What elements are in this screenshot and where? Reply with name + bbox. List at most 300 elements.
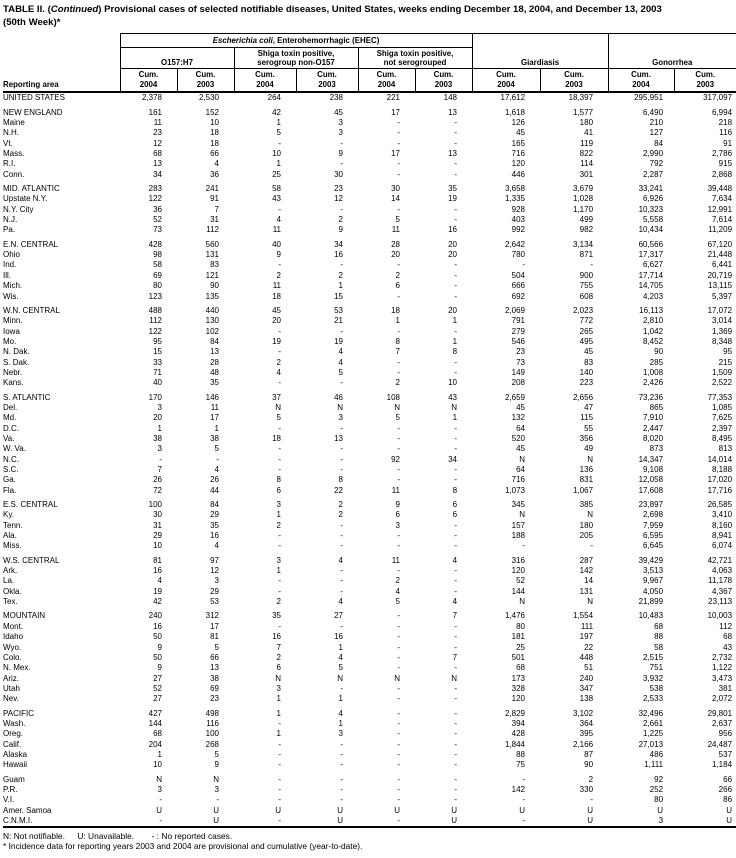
- value-cell: 13: [153, 159, 162, 169]
- table-row: [3, 270, 736, 280]
- value-cell: 440: [205, 305, 219, 315]
- reporting-area-cell: C.N.M.I.: [3, 815, 33, 825]
- value-cell: 4: [338, 555, 343, 565]
- value-cell: 7: [452, 611, 458, 621]
- value-cell: 14,705: [638, 281, 664, 291]
- value-cell: 8: [452, 485, 458, 495]
- value-cell: 16: [334, 632, 343, 642]
- value-cell: 14,347: [638, 454, 664, 464]
- value-cell: 2: [276, 357, 281, 367]
- value-cell: 4: [214, 541, 219, 551]
- value-cell: 36: [153, 204, 162, 214]
- reporting-area-cell: Ala.: [3, 531, 17, 541]
- value-cell: 180: [579, 118, 594, 127]
- value-cell: 5: [276, 413, 281, 423]
- value-cell: 1: [157, 749, 162, 759]
- value-cell: 3: [338, 413, 343, 423]
- value-cell: 83: [210, 260, 219, 270]
- value-cell: 47: [584, 402, 594, 412]
- value-cell: 100: [148, 500, 162, 510]
- value-cell: 25: [516, 642, 526, 652]
- value-cell: -: [590, 795, 594, 805]
- table-row: [3, 673, 736, 683]
- value-cell: 6,627: [643, 260, 664, 270]
- value-cell: -: [397, 611, 400, 621]
- value-cell: 716: [511, 475, 526, 485]
- value-cell: -: [397, 138, 400, 148]
- value-cell: 3,410: [712, 510, 733, 520]
- value-cell: 4: [157, 576, 162, 586]
- reporting-area-cell: Nev.: [3, 694, 19, 704]
- reporting-area-cell: Wis.: [3, 291, 19, 301]
- value-cell: U: [337, 805, 343, 815]
- value-cell: 88: [516, 749, 526, 759]
- value-cell: 52: [153, 215, 162, 225]
- value-cell: 3: [157, 402, 162, 412]
- value-cell: 60,566: [638, 239, 664, 249]
- cum-col-header-9-2003: Cum. 2003: [674, 69, 736, 93]
- value-cell: 30: [334, 169, 343, 179]
- value-cell: 7,634: [712, 194, 733, 204]
- value-cell: 17: [210, 413, 219, 423]
- value-cell: 428: [148, 239, 162, 249]
- value-cell: 144: [511, 586, 526, 596]
- value-cell: 264: [267, 93, 281, 103]
- value-cell: 1: [276, 566, 281, 576]
- value-cell: 301: [579, 169, 594, 179]
- value-cell: 149: [511, 367, 526, 377]
- value-cell: 16,113: [639, 305, 664, 315]
- reporting-area-cell: Fla.: [3, 485, 17, 495]
- table-row: [3, 774, 736, 784]
- value-cell: 58: [654, 642, 664, 652]
- value-cell: 2: [395, 378, 400, 388]
- value-cell: -: [278, 260, 281, 270]
- value-cell: 7: [452, 652, 458, 662]
- value-cell: 16: [448, 225, 458, 235]
- table-row: [3, 128, 736, 138]
- value-cell: -: [454, 215, 458, 225]
- value-cell: 10,003: [707, 611, 733, 621]
- value-cell: 98: [153, 250, 162, 260]
- reporting-area-cell: MID. ATLANTIC: [3, 184, 60, 194]
- value-cell: -: [454, 729, 458, 739]
- value-cell: U: [451, 815, 458, 825]
- value-cell: -: [522, 260, 526, 270]
- value-cell: 58: [153, 260, 162, 270]
- value-cell: 90: [654, 347, 664, 357]
- table-row: [3, 403, 736, 413]
- table-row: [3, 465, 736, 475]
- value-cell: -: [454, 708, 458, 718]
- value-cell: 692: [511, 291, 526, 301]
- value-cell: 486: [649, 749, 664, 759]
- value-cell: U: [519, 805, 526, 815]
- value-cell: 7,959: [643, 520, 664, 530]
- value-cell: 2,397: [712, 423, 733, 433]
- value-cell: -: [340, 760, 343, 770]
- value-cell: 29: [153, 531, 162, 541]
- table-row: [3, 454, 736, 464]
- value-cell: -: [397, 465, 400, 474]
- value-cell: 49: [584, 444, 594, 454]
- value-cell: 3,679: [573, 184, 594, 194]
- value-cell: 4: [395, 586, 400, 596]
- value-cell: 18: [391, 305, 400, 315]
- value-cell: 1,008: [643, 367, 664, 377]
- value-cell: 3: [276, 555, 281, 565]
- value-cell: 24,487: [707, 739, 733, 749]
- value-cell: 10,323: [638, 204, 664, 214]
- value-cell: 831: [579, 475, 594, 485]
- value-cell: 45: [516, 402, 526, 412]
- value-cell: -: [397, 621, 400, 631]
- value-cell: 80: [153, 281, 162, 291]
- value-cell: 18: [210, 128, 219, 138]
- value-cell: 5: [338, 663, 343, 673]
- value-cell: N: [213, 774, 219, 784]
- value-cell: 146: [205, 392, 219, 402]
- value-cell: 53: [210, 597, 219, 607]
- value-cell: 28: [210, 357, 219, 367]
- value-cell: 8,452: [643, 336, 664, 346]
- value-cell: 364: [579, 718, 594, 728]
- value-cell: -: [340, 683, 343, 693]
- value-cell: 2: [276, 597, 281, 607]
- value-cell: -: [340, 423, 343, 433]
- value-cell: 45: [272, 305, 281, 315]
- value-cell: -: [454, 774, 458, 784]
- value-cell: 144: [148, 718, 162, 728]
- reporting-area-cell: Utah: [3, 683, 20, 693]
- value-cell: 11: [391, 485, 400, 495]
- value-cell: 10: [153, 541, 162, 551]
- value-cell: -: [340, 749, 343, 759]
- value-cell: 111: [580, 621, 594, 631]
- value-cell: 148: [443, 93, 458, 103]
- table-row: [3, 225, 736, 235]
- value-cell: -: [397, 760, 400, 770]
- value-cell: N: [587, 454, 594, 464]
- reporting-area-cell: La.: [3, 576, 15, 586]
- title-week: (50th Week)*: [3, 16, 61, 28]
- value-cell: 14,014: [707, 454, 733, 464]
- value-cell: 16: [210, 531, 219, 541]
- value-cell: 161: [148, 107, 162, 117]
- value-cell: 12: [334, 194, 343, 204]
- region-total-row: [3, 555, 736, 565]
- value-cell: 58: [272, 184, 281, 194]
- value-cell: 6: [276, 663, 281, 673]
- region-total-row: [3, 107, 736, 117]
- shiga-not-serogrouped-subgroup-header: [358, 48, 472, 69]
- value-cell: 3,513: [643, 566, 664, 576]
- value-cell: 136: [579, 465, 594, 474]
- value-cell: 13,115: [708, 281, 733, 291]
- value-cell: 11: [272, 225, 281, 235]
- value-cell: 115: [580, 413, 594, 423]
- value-cell: 403: [511, 215, 526, 225]
- value-cell: 4: [338, 708, 343, 718]
- value-cell: 3,134: [573, 239, 594, 249]
- table-row: [3, 760, 736, 770]
- value-cell: 3: [157, 444, 162, 454]
- value-cell: 560: [205, 239, 219, 249]
- value-cell: -: [454, 760, 458, 770]
- value-cell: 20: [448, 239, 458, 249]
- value-cell: 80: [654, 795, 664, 805]
- value-cell: 210: [649, 118, 664, 127]
- reporting-area-cell: Colo.: [3, 652, 22, 662]
- reporting-area-cell: Ohio: [3, 250, 20, 260]
- reporting-area-cell: Oreg.: [3, 729, 24, 739]
- value-cell: 38: [210, 433, 219, 443]
- reporting-area-cell: N. Mex.: [3, 663, 31, 673]
- value-cell: 2,637: [712, 718, 733, 728]
- value-cell: 14: [391, 194, 400, 204]
- value-cell: 32,496: [638, 708, 664, 718]
- value-cell: -: [397, 694, 400, 704]
- value-cell: -: [278, 454, 281, 464]
- value-cell: 42: [153, 597, 162, 607]
- table-row: [3, 785, 736, 795]
- value-cell: -: [340, 454, 343, 464]
- value-cell: 5,558: [643, 215, 664, 225]
- value-cell: -: [397, 784, 400, 794]
- value-cell: 1: [452, 413, 458, 423]
- value-cell: 23: [210, 694, 219, 704]
- value-cell: 4,063: [712, 566, 733, 576]
- value-cell: 130: [205, 316, 219, 326]
- cum-col-header-3-2003: Cum. 2003: [296, 69, 358, 93]
- value-cell: 6,074: [712, 541, 733, 551]
- value-cell: 31: [210, 215, 219, 225]
- table-row: [3, 485, 736, 495]
- value-cell: 865: [649, 402, 664, 412]
- value-cell: -: [340, 541, 343, 551]
- value-cell: -: [397, 652, 400, 662]
- value-cell: 6,994: [712, 107, 733, 117]
- value-cell: 504: [511, 270, 526, 280]
- value-cell: -: [278, 718, 281, 728]
- value-cell: 9: [338, 149, 343, 159]
- value-cell: 80: [516, 621, 526, 631]
- value-cell: 12: [210, 566, 219, 576]
- value-cell: 3,932: [643, 673, 664, 683]
- value-cell: 2,166: [573, 739, 594, 749]
- reporting-area-cell: N. Dak.: [3, 347, 30, 357]
- value-cell: -: [340, 576, 343, 586]
- value-cell: 35: [448, 184, 458, 194]
- value-cell: -: [397, 204, 400, 214]
- value-cell: 69: [210, 683, 219, 693]
- value-cell: -: [454, 663, 458, 673]
- table-row: [3, 316, 736, 326]
- value-cell: 16: [153, 621, 162, 631]
- reporting-area-cell: Ark.: [3, 566, 18, 576]
- value-cell: 81: [153, 555, 162, 565]
- value-cell: 3: [214, 576, 219, 586]
- value-cell: 121: [205, 270, 219, 280]
- value-cell: 15: [153, 347, 162, 357]
- value-cell: 755: [579, 281, 594, 291]
- reporting-area-cell: Mont.: [3, 621, 24, 631]
- value-cell: 11,209: [708, 225, 733, 235]
- value-cell: 100: [205, 729, 219, 739]
- value-cell: 13: [210, 347, 219, 357]
- value-cell: 1: [395, 316, 400, 326]
- value-cell: -: [340, 784, 343, 794]
- table-row: [3, 159, 736, 169]
- reporting-area-cell: Ga.: [3, 475, 16, 485]
- value-cell: 428: [511, 729, 526, 739]
- value-cell: -: [397, 566, 400, 576]
- value-cell: 180: [579, 520, 594, 530]
- value-cell: 6,926: [643, 194, 664, 204]
- value-cell: -: [522, 795, 526, 805]
- value-cell: 2,287: [643, 169, 664, 179]
- value-cell: 12,991: [707, 204, 733, 214]
- value-cell: 6: [395, 281, 400, 291]
- table-row: [3, 250, 736, 260]
- value-cell: 4: [338, 357, 343, 367]
- value-cell: 40: [153, 378, 162, 388]
- value-cell: 27,013: [638, 739, 664, 749]
- value-cell: -: [278, 138, 281, 148]
- value-cell: 9: [214, 760, 219, 770]
- value-cell: 8,160: [712, 520, 733, 530]
- value-cell: 122: [148, 326, 162, 336]
- value-cell: 170: [148, 392, 162, 402]
- value-cell: 2,656: [573, 392, 594, 402]
- value-cell: -: [454, 531, 458, 541]
- value-cell: 1,844: [504, 739, 526, 749]
- cum-col-header-7-2003: Cum. 2003: [540, 69, 608, 93]
- value-cell: -: [397, 683, 400, 693]
- value-cell: N: [275, 673, 281, 683]
- value-cell: N: [156, 774, 162, 784]
- value-cell: 157: [511, 520, 526, 530]
- reporting-area-cell: Tenn.: [3, 520, 23, 530]
- value-cell: -: [454, 749, 458, 759]
- value-cell: 20: [153, 413, 162, 423]
- value-cell: 13: [210, 663, 219, 673]
- value-cell: 345: [511, 500, 526, 510]
- value-cell: -: [278, 815, 281, 825]
- value-cell: 181: [511, 632, 526, 642]
- value-cell: 4: [452, 555, 458, 565]
- value-cell: -: [454, 683, 458, 693]
- value-cell: 328: [511, 683, 526, 693]
- value-cell: 120: [511, 159, 526, 169]
- value-cell: U: [275, 805, 281, 815]
- value-cell: 90: [584, 760, 594, 770]
- value-cell: 2: [588, 774, 594, 784]
- value-cell: 13: [448, 107, 458, 117]
- value-cell: -: [278, 621, 281, 631]
- value-cell: 2,426: [643, 378, 664, 388]
- value-cell: 20,719: [707, 270, 733, 280]
- value-cell: 43: [272, 194, 281, 204]
- value-cell: 3: [276, 683, 281, 693]
- value-cell: 4: [276, 215, 281, 225]
- value-cell: 982: [579, 225, 594, 235]
- value-cell: 9: [338, 225, 343, 235]
- value-cell: 17,612: [500, 93, 526, 103]
- value-cell: 499: [579, 215, 594, 225]
- value-cell: 83: [584, 357, 594, 367]
- value-cell: -: [522, 774, 526, 784]
- value-cell: 6,595: [643, 531, 664, 541]
- table-row: [3, 337, 736, 347]
- value-cell: 39,429: [638, 555, 664, 565]
- value-cell: -: [454, 632, 458, 642]
- value-cell: -: [454, 444, 458, 454]
- value-cell: 9: [276, 250, 281, 260]
- value-cell: U: [156, 805, 162, 815]
- value-cell: -: [340, 138, 343, 148]
- value-cell: -: [397, 159, 400, 169]
- value-cell: 316: [511, 555, 526, 565]
- value-cell: 22: [584, 642, 594, 652]
- value-cell: 26: [153, 475, 162, 485]
- reporting-area-cell: Conn.: [3, 169, 25, 179]
- giardiasis-group-header: Giardiasis: [472, 34, 608, 69]
- value-cell: N: [519, 510, 526, 520]
- value-cell: -: [522, 815, 526, 825]
- value-cell: 285: [649, 357, 664, 367]
- value-cell: 1,085: [712, 402, 733, 412]
- value-cell: 45: [334, 107, 343, 117]
- cum-col-header-1-2003: Cum. 2003: [177, 69, 234, 93]
- value-cell: 1: [276, 118, 281, 127]
- cum-col-header-5-2003: Cum. 2003: [415, 69, 472, 93]
- table-row: [3, 204, 736, 214]
- value-cell: 5: [214, 642, 219, 652]
- table-row: [3, 378, 736, 388]
- value-cell: 312: [205, 611, 219, 621]
- value-cell: 792: [649, 159, 664, 169]
- table-row: [3, 805, 736, 815]
- value-cell: 119: [580, 138, 594, 148]
- value-cell: 8: [338, 475, 343, 485]
- value-cell: 68: [153, 149, 162, 159]
- value-cell: 11: [391, 555, 400, 565]
- value-cell: 116: [719, 128, 733, 138]
- value-cell: 44: [210, 485, 219, 495]
- value-cell: -: [397, 708, 400, 718]
- value-cell: U: [451, 805, 458, 815]
- value-cell: 2: [276, 520, 281, 530]
- value-cell: U: [394, 805, 400, 815]
- value-cell: 92: [391, 454, 400, 464]
- value-cell: 1: [338, 718, 343, 728]
- table-row: [3, 281, 736, 291]
- value-cell: 1: [452, 316, 458, 326]
- value-cell: U: [213, 815, 219, 825]
- value-cell: -: [278, 576, 281, 586]
- value-cell: 295,951: [634, 93, 664, 103]
- value-cell: 35: [272, 611, 281, 621]
- value-cell: -: [340, 795, 343, 805]
- value-cell: 112: [149, 316, 162, 326]
- value-cell: U: [726, 815, 733, 825]
- reporting-area-header: Reporting area: [3, 34, 120, 93]
- value-cell: 17: [391, 107, 400, 117]
- value-cell: 64: [516, 465, 526, 474]
- value-cell: -: [454, 260, 458, 270]
- table-row: [3, 632, 736, 642]
